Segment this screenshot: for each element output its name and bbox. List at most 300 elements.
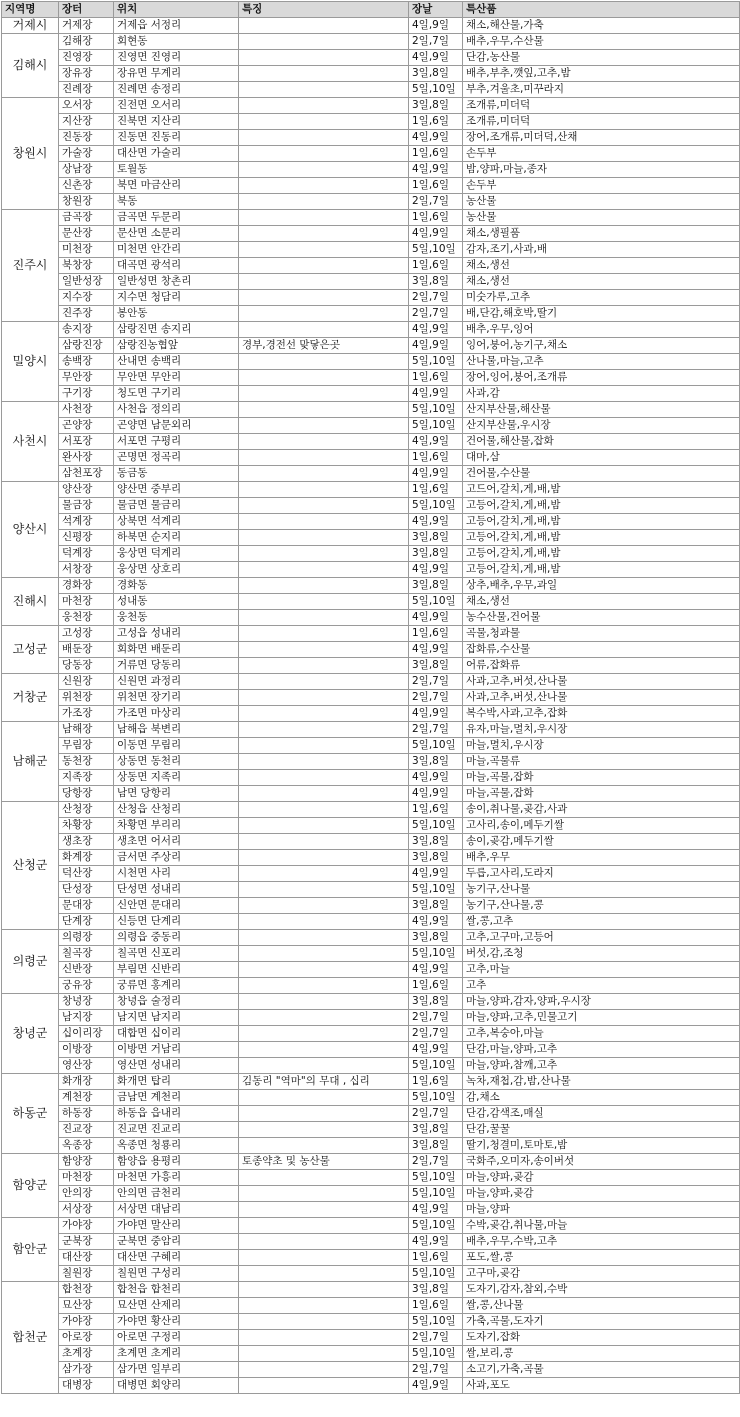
- location-cell: 진동면 진동리: [114, 130, 239, 146]
- region-cell: 함양군: [2, 1154, 59, 1218]
- location-cell: 웅상면 상호리: [114, 562, 239, 578]
- table-row: [2, 770, 740, 786]
- location-cell: 서포면 구평리: [114, 434, 239, 450]
- table-row: [2, 274, 740, 290]
- table-row: [2, 706, 740, 722]
- market-cell: 장유장: [59, 66, 114, 82]
- products-cell: 배,단감,해호박,딸기: [463, 306, 740, 322]
- region-cell: 하동군: [2, 1074, 59, 1154]
- days-cell: 4일,9일: [409, 770, 463, 786]
- days-cell: 3일,8일: [409, 994, 463, 1010]
- days-cell: 1일,6일: [409, 258, 463, 274]
- market-cell: 옥종장: [59, 1138, 114, 1154]
- region-cell: 사천시: [2, 402, 59, 482]
- feature-cell: [239, 578, 409, 594]
- table-row: [2, 290, 740, 306]
- location-cell: 의령읍 중동리: [114, 930, 239, 946]
- location-cell: 웅천동: [114, 610, 239, 626]
- table-row: [2, 1234, 740, 1250]
- location-cell: 금남면 계천리: [114, 1090, 239, 1106]
- feature-cell: [239, 210, 409, 226]
- feature-cell: [239, 898, 409, 914]
- market-cell: 남지장: [59, 1010, 114, 1026]
- products-cell: 건어물,수산물: [463, 466, 740, 482]
- days-cell: 1일,6일: [409, 626, 463, 642]
- feature-cell: [239, 146, 409, 162]
- days-cell: 4일,9일: [409, 466, 463, 482]
- feature-cell: [239, 722, 409, 738]
- feature-cell: [239, 690, 409, 706]
- feature-cell: [239, 866, 409, 882]
- location-cell: 토월동: [114, 162, 239, 178]
- products-cell: 도자기,잡화: [463, 1330, 740, 1346]
- days-cell: 1일,6일: [409, 146, 463, 162]
- location-cell: 북면 마금산리: [114, 178, 239, 194]
- table-row: [2, 50, 740, 66]
- days-cell: 1일,6일: [409, 210, 463, 226]
- days-cell: 1일,6일: [409, 978, 463, 994]
- market-cell: 덕산장: [59, 866, 114, 882]
- products-cell: 고드어,갈치,게,배,밤: [463, 482, 740, 498]
- header-location: 위치: [114, 2, 239, 18]
- days-cell: 5일,10일: [409, 946, 463, 962]
- table-row: [2, 674, 740, 690]
- market-cell: 삼랑진장: [59, 338, 114, 354]
- products-cell: 채소,생선: [463, 274, 740, 290]
- feature-cell: [239, 882, 409, 898]
- days-cell: 5일,10일: [409, 818, 463, 834]
- days-cell: 4일,9일: [409, 562, 463, 578]
- table-row: [2, 1170, 740, 1186]
- table-row: [2, 82, 740, 98]
- location-cell: 칠원면 구성리: [114, 1266, 239, 1282]
- location-cell: 신원면 과정리: [114, 674, 239, 690]
- market-cell: 묘산장: [59, 1298, 114, 1314]
- products-cell: 마늘,양파,곶감: [463, 1186, 740, 1202]
- market-cell: 생초장: [59, 834, 114, 850]
- table-row: [2, 946, 740, 962]
- feature-cell: [239, 434, 409, 450]
- feature-cell: [239, 306, 409, 322]
- header-row: [2, 2, 740, 18]
- days-cell: 4일,9일: [409, 18, 463, 34]
- location-cell: 함양읍 용평리: [114, 1154, 239, 1170]
- feature-cell: [239, 66, 409, 82]
- location-cell: 이방면 거남리: [114, 1042, 239, 1058]
- table-row: [2, 306, 740, 322]
- market-cell: 당항장: [59, 786, 114, 802]
- feature-cell: [239, 642, 409, 658]
- products-cell: 채소,생선: [463, 258, 740, 274]
- days-cell: 3일,8일: [409, 834, 463, 850]
- location-cell: 산청읍 산청리: [114, 802, 239, 818]
- feature-cell: [239, 706, 409, 722]
- location-cell: 문산면 소문리: [114, 226, 239, 242]
- days-cell: 4일,9일: [409, 610, 463, 626]
- days-cell: 2일,7일: [409, 1362, 463, 1378]
- table-row: [2, 1346, 740, 1362]
- feature-cell: [239, 194, 409, 210]
- region-cell: 합천군: [2, 1282, 59, 1394]
- products-cell: 농산물: [463, 210, 740, 226]
- table-row: [2, 258, 740, 274]
- location-cell: 아로면 구정리: [114, 1330, 239, 1346]
- table-row: [2, 1042, 740, 1058]
- feature-cell: [239, 1010, 409, 1026]
- location-cell: 가야면 황산리: [114, 1314, 239, 1330]
- products-cell: 산나물,마늘,고추: [463, 354, 740, 370]
- days-cell: 4일,9일: [409, 322, 463, 338]
- products-cell: 사과,고추,버섯,산나물: [463, 674, 740, 690]
- feature-cell: [239, 1042, 409, 1058]
- market-cell: 함양장: [59, 1154, 114, 1170]
- products-cell: 잉어,붕어,농기구,채소: [463, 338, 740, 354]
- table-row: [2, 866, 740, 882]
- location-cell: 하북면 순지리: [114, 530, 239, 546]
- products-cell: 마늘,멸치,우시장: [463, 738, 740, 754]
- days-cell: 5일,10일: [409, 1186, 463, 1202]
- market-cell: 아로장: [59, 1330, 114, 1346]
- products-cell: 밤,양파,마늘,종자: [463, 162, 740, 178]
- header-market: 장터: [59, 2, 114, 18]
- location-cell: 양산면 중부리: [114, 482, 239, 498]
- feature-cell: [239, 754, 409, 770]
- region-cell: 밀양시: [2, 322, 59, 402]
- table-row: [2, 690, 740, 706]
- region-cell: 창원시: [2, 98, 59, 210]
- feature-cell: [239, 674, 409, 690]
- feature-cell: [239, 34, 409, 50]
- table-row: [2, 1058, 740, 1074]
- feature-cell: [239, 1266, 409, 1282]
- days-cell: 4일,9일: [409, 162, 463, 178]
- market-cell: 신원장: [59, 674, 114, 690]
- location-cell: 영산면 성내리: [114, 1058, 239, 1074]
- location-cell: 시천면 사리: [114, 866, 239, 882]
- feature-cell: [239, 738, 409, 754]
- location-cell: 산내면 송백리: [114, 354, 239, 370]
- table-row: [2, 1218, 740, 1234]
- days-cell: 5일,10일: [409, 354, 463, 370]
- feature-cell: [239, 1314, 409, 1330]
- region-cell: 남해군: [2, 722, 59, 802]
- feature-cell: [239, 1058, 409, 1074]
- feature-cell: [239, 354, 409, 370]
- days-cell: 5일,10일: [409, 498, 463, 514]
- products-cell: 고추,마늘: [463, 962, 740, 978]
- location-cell: 진영면 진영리: [114, 50, 239, 66]
- location-cell: 지수면 청담리: [114, 290, 239, 306]
- market-cell: 무림장: [59, 738, 114, 754]
- table-row: [2, 66, 740, 82]
- products-cell: 농수산물,건어물: [463, 610, 740, 626]
- market-cell: 삼천포장: [59, 466, 114, 482]
- feature-cell: [239, 1378, 409, 1394]
- location-cell: 신안면 문대리: [114, 898, 239, 914]
- feature-cell: [239, 1330, 409, 1346]
- products-cell: 농기구,산나물,콩: [463, 898, 740, 914]
- market-cell: 지산장: [59, 114, 114, 130]
- days-cell: 3일,8일: [409, 98, 463, 114]
- location-cell: 회화면 배둔리: [114, 642, 239, 658]
- days-cell: 4일,9일: [409, 1234, 463, 1250]
- location-cell: 칠곡면 신포리: [114, 946, 239, 962]
- feature-cell: [239, 514, 409, 530]
- feature-cell: [239, 114, 409, 130]
- market-cell: 창녕장: [59, 994, 114, 1010]
- products-cell: 고추,복숭아,마늘: [463, 1026, 740, 1042]
- market-cell: 서창장: [59, 562, 114, 578]
- market-cell: 합천장: [59, 1282, 114, 1298]
- market-cell: 십이리장: [59, 1026, 114, 1042]
- days-cell: 3일,8일: [409, 1122, 463, 1138]
- products-cell: 가축,곡물,도자기: [463, 1314, 740, 1330]
- feature-cell: [239, 1218, 409, 1234]
- location-cell: 화개면 탑리: [114, 1074, 239, 1090]
- region-cell: 의령군: [2, 930, 59, 994]
- table-row: [2, 882, 740, 898]
- market-cell: 안의장: [59, 1186, 114, 1202]
- table-row: [2, 722, 740, 738]
- table-row: [2, 834, 740, 850]
- feature-cell: [239, 1346, 409, 1362]
- feature-cell: [239, 258, 409, 274]
- days-cell: 3일,8일: [409, 850, 463, 866]
- products-cell: 마늘,양파,고추,민물고기: [463, 1010, 740, 1026]
- feature-cell: [239, 178, 409, 194]
- market-cell: 삼가장: [59, 1362, 114, 1378]
- products-cell: 쌀,보리,콩: [463, 1346, 740, 1362]
- table-row: [2, 610, 740, 626]
- products-cell: 복수박,사과,고추,잡화: [463, 706, 740, 722]
- days-cell: 1일,6일: [409, 1250, 463, 1266]
- market-cell: 거제장: [59, 18, 114, 34]
- products-cell: 장어,잉어,붕어,조개류: [463, 370, 740, 386]
- market-cell: 지족장: [59, 770, 114, 786]
- location-cell: 봉안동: [114, 306, 239, 322]
- products-cell: 산지부산물,해산물: [463, 402, 740, 418]
- market-cell: 송백장: [59, 354, 114, 370]
- market-cell: 대병장: [59, 1378, 114, 1394]
- feature-cell: [239, 162, 409, 178]
- products-cell: 채소,생선: [463, 594, 740, 610]
- table-row: [2, 1026, 740, 1042]
- location-cell: 물금면 물금리: [114, 498, 239, 514]
- table-body: [2, 18, 740, 1394]
- market-cell: 덕계장: [59, 546, 114, 562]
- products-cell: 채소,생필품: [463, 226, 740, 242]
- market-cell: 신평장: [59, 530, 114, 546]
- market-cell: 김해장: [59, 34, 114, 50]
- table-row: [2, 1298, 740, 1314]
- table-row: [2, 1378, 740, 1394]
- table-row: [2, 1330, 740, 1346]
- location-cell: 경화동: [114, 578, 239, 594]
- market-cell: 송지장: [59, 322, 114, 338]
- table-row: [2, 338, 740, 354]
- products-cell: 배추,우무: [463, 850, 740, 866]
- table-row: [2, 114, 740, 130]
- feature-cell: [239, 530, 409, 546]
- location-cell: 합천읍 합천리: [114, 1282, 239, 1298]
- table-row: [2, 994, 740, 1010]
- market-cell: 곤양장: [59, 418, 114, 434]
- location-cell: 남면 당항리: [114, 786, 239, 802]
- feature-cell: [239, 290, 409, 306]
- market-cell: 신촌장: [59, 178, 114, 194]
- market-cell: 진주장: [59, 306, 114, 322]
- location-cell: 동금동: [114, 466, 239, 482]
- feature-cell: [239, 978, 409, 994]
- region-cell: 거제시: [2, 18, 59, 34]
- market-cell: 문대장: [59, 898, 114, 914]
- days-cell: 4일,9일: [409, 1378, 463, 1394]
- table-row: [2, 354, 740, 370]
- days-cell: 1일,6일: [409, 370, 463, 386]
- products-cell: 마늘,곡물,잡화: [463, 786, 740, 802]
- location-cell: 군북면 중암리: [114, 1234, 239, 1250]
- market-cell: 신반장: [59, 962, 114, 978]
- table-row: [2, 34, 740, 50]
- feature-cell: [239, 386, 409, 402]
- days-cell: 2일,7일: [409, 1330, 463, 1346]
- table-row: [2, 386, 740, 402]
- days-cell: 2일,7일: [409, 290, 463, 306]
- feature-cell: [239, 914, 409, 930]
- days-cell: 5일,10일: [409, 418, 463, 434]
- region-cell: 진주시: [2, 210, 59, 322]
- feature-cell: [239, 1090, 409, 1106]
- market-cell: 지수장: [59, 290, 114, 306]
- products-cell: 유자,마늘,멸치,우시장: [463, 722, 740, 738]
- location-cell: 대산면 가술리: [114, 146, 239, 162]
- table-row: [2, 578, 740, 594]
- feature-cell: [239, 130, 409, 146]
- location-cell: 서상면 대남리: [114, 1202, 239, 1218]
- region-cell: 창녕군: [2, 994, 59, 1074]
- market-cell: 진동장: [59, 130, 114, 146]
- market-cell: 고성장: [59, 626, 114, 642]
- table-row: [2, 802, 740, 818]
- market-cell: 진례장: [59, 82, 114, 98]
- market-cell: 일반성장: [59, 274, 114, 290]
- feature-cell: [239, 402, 409, 418]
- feature-cell: [239, 546, 409, 562]
- days-cell: 2일,7일: [409, 306, 463, 322]
- table-row: [2, 850, 740, 866]
- products-cell: 건어물,해산물,잡화: [463, 434, 740, 450]
- days-cell: 4일,9일: [409, 642, 463, 658]
- table-row: [2, 818, 740, 834]
- days-cell: 4일,9일: [409, 706, 463, 722]
- table-row: [2, 1250, 740, 1266]
- products-cell: 포도,쌀,콩: [463, 1250, 740, 1266]
- products-cell: 배추,우무,수산물: [463, 34, 740, 50]
- days-cell: 5일,10일: [409, 1218, 463, 1234]
- region-cell: 김해시: [2, 34, 59, 98]
- market-cell: 미천장: [59, 242, 114, 258]
- products-cell: 버섯,감,조청: [463, 946, 740, 962]
- days-cell: 5일,10일: [409, 738, 463, 754]
- table-row: [2, 978, 740, 994]
- days-cell: 4일,9일: [409, 50, 463, 66]
- days-cell: 5일,10일: [409, 1314, 463, 1330]
- days-cell: 5일,10일: [409, 1170, 463, 1186]
- market-cell: 궁유장: [59, 978, 114, 994]
- location-cell: 상동면 지족리: [114, 770, 239, 786]
- market-cell: 완사장: [59, 450, 114, 466]
- region-cell: 함안군: [2, 1218, 59, 1282]
- days-cell: 4일,9일: [409, 130, 463, 146]
- days-cell: 1일,6일: [409, 802, 463, 818]
- location-cell: 진례면 송정리: [114, 82, 239, 98]
- days-cell: 1일,6일: [409, 178, 463, 194]
- market-cell: 구기장: [59, 386, 114, 402]
- days-cell: 2일,7일: [409, 690, 463, 706]
- products-cell: 감,채소: [463, 1090, 740, 1106]
- products-cell: 마늘,양파: [463, 1202, 740, 1218]
- products-cell: 곡물,청과물: [463, 626, 740, 642]
- table-row: [2, 162, 740, 178]
- feature-cell: [239, 1234, 409, 1250]
- location-cell: 궁류면 홍계리: [114, 978, 239, 994]
- table-row: [2, 962, 740, 978]
- feature-cell: [239, 802, 409, 818]
- products-cell: 도자기,감자,참외,수박: [463, 1282, 740, 1298]
- days-cell: 2일,7일: [409, 1154, 463, 1170]
- products-cell: 감자,조기,사과,배: [463, 242, 740, 258]
- feature-cell: [239, 482, 409, 498]
- market-cell: 석계장: [59, 514, 114, 530]
- location-cell: 남해읍 북변리: [114, 722, 239, 738]
- location-cell: 차황면 부리리: [114, 818, 239, 834]
- products-cell: 단감,농산물: [463, 50, 740, 66]
- region-cell: 산청군: [2, 802, 59, 930]
- table-row: [2, 98, 740, 114]
- feature-cell: [239, 1106, 409, 1122]
- header-days: 장날: [409, 2, 463, 18]
- days-cell: 4일,9일: [409, 786, 463, 802]
- location-cell: 진교면 진교리: [114, 1122, 239, 1138]
- table-row: [2, 482, 740, 498]
- days-cell: 4일,9일: [409, 962, 463, 978]
- feature-cell: [239, 1170, 409, 1186]
- location-cell: 진전면 오서리: [114, 98, 239, 114]
- days-cell: 2일,7일: [409, 722, 463, 738]
- market-cell: 하동장: [59, 1106, 114, 1122]
- days-cell: 4일,9일: [409, 514, 463, 530]
- days-cell: 3일,8일: [409, 930, 463, 946]
- table-row: [2, 1074, 740, 1090]
- feature-cell: [239, 1282, 409, 1298]
- location-cell: 무안면 무안리: [114, 370, 239, 386]
- region-cell: 양산시: [2, 482, 59, 578]
- feature-cell: [239, 1138, 409, 1154]
- feature-cell: [239, 770, 409, 786]
- days-cell: 3일,8일: [409, 66, 463, 82]
- market-cell: 배둔장: [59, 642, 114, 658]
- days-cell: 4일,9일: [409, 866, 463, 882]
- location-cell: 거류면 당동리: [114, 658, 239, 674]
- location-cell: 사천읍 정의리: [114, 402, 239, 418]
- feature-cell: [239, 658, 409, 674]
- market-cell: 산청장: [59, 802, 114, 818]
- market-cell: 이방장: [59, 1042, 114, 1058]
- products-cell: 쌀,콩,산나물: [463, 1298, 740, 1314]
- days-cell: 3일,8일: [409, 1282, 463, 1298]
- feature-cell: [239, 18, 409, 34]
- feature-cell: [239, 98, 409, 114]
